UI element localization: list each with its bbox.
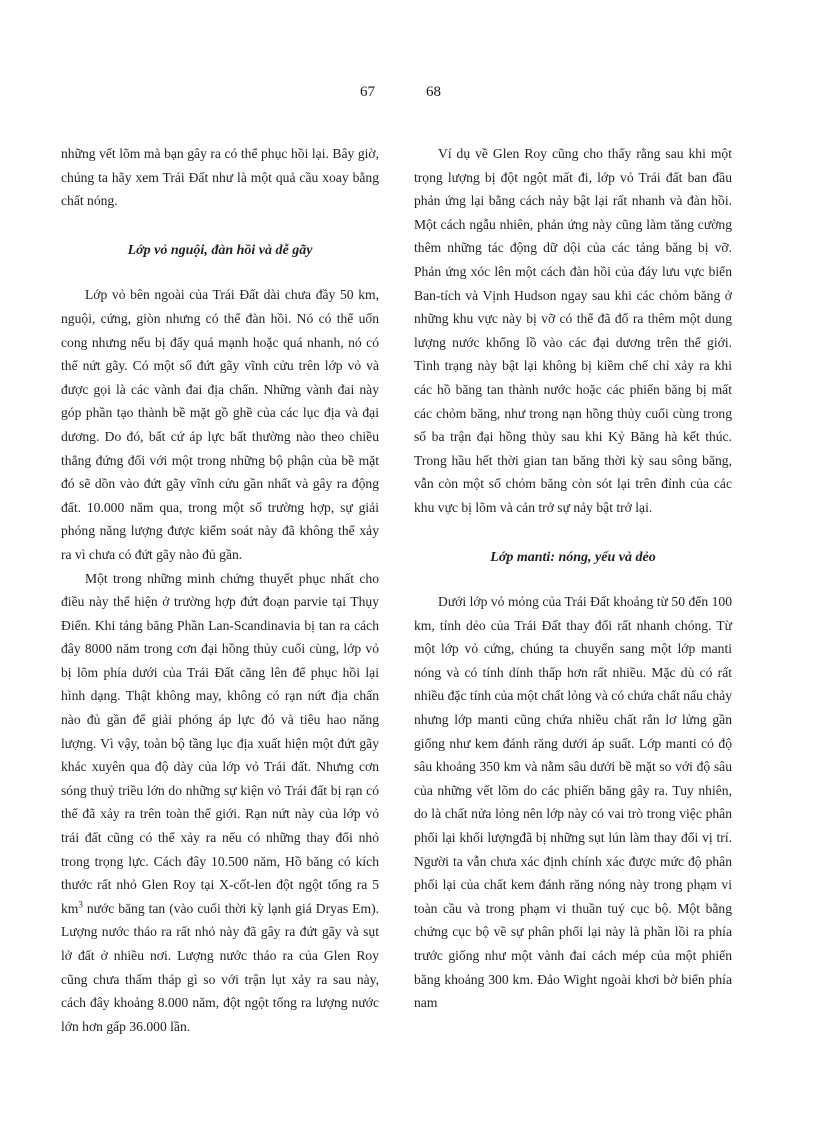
paragraph-sweden-text-a: Một trong những minh chứng thuyết phục nhất cho điều này thể hiện ở trường hợp đứt đoạn parvie tại Thụy Điển. Khi tảng băng Phần Lan-Scandinavia bị tan ra cách đây 8000 năm trong cơn đại hồng thủy cuối cùng, lớp vỏ bị lõm phía dưới của Trái Đất căng lên để phục hồi lại hình dạng. Thật không may, không có rạn nứt địa chấn nào đủ gần để giải phóng áp lực đó và tiêu hao năng lượng. Vì vậy, toàn bộ tầng lục địa xuất hiện một đứt gãy khác xuyên qua độ dày của lớp vỏ Trái đất. Nhưng cơn sóng thuỷ triều lớn do những sự kiện vỏ Trái đất bị rạn có thể đã xảy ra trên toàn thế giới. Rạn nứt này của lớp vỏ trái đất cũng có thể xảy ra nếu có những thay đổi nhỏ trong trọng lực. Cách đây 10.500 năm, Hồ băng có kích thước rất nhỏ Glen Roy tại X-cốt-len đột ngột tống ra 5 km — [61, 570, 379, 916]
section-heading-mantle: Lớp manti: nóng, yếu và dẻo — [490, 549, 656, 565]
page-number-left: 67 — [360, 84, 375, 100]
section-heading-crust: Lớp vỏ nguội, đàn hồi và dễ gãy — [127, 242, 313, 258]
superscript-cubed: 3 — [78, 899, 83, 910]
intro-paragraph: những vết lõm mà bạn gây ra có thể phục hồi lại. Bây giờ, chúng ta hãy xem Trái Đất như là một quả cầu xoay bằng chất nóng. — [61, 146, 379, 209]
right-column — [414, 142, 732, 1015]
paragraph-mantle-description: Dưới lớp vỏ mỏng của Trái Đất khoảng từ 50 đến 100 km, tính dẻo của Trái Đất thay đổi rất nhanh chóng. Từ một lớp vỏ cứng, chúng ta chuyển sang một lớp manti nóng và có tính dính thấp hơn rất nhiều. Mặc dù có rất nhiều đặc tính của một chất lỏng và có chứa chất nấu chảy nhưng lớp manti cũng chứa nhiều chất rắn lơ lửng gần giống như kem đánh răng dưới áp suất. Lớp manti có độ sâu khoảng 350 km và nằm sâu dưới bề mặt so với độ sâu của những vết lõm do các phiến băng gây ra. Tuy nhiên, do là chất nửa lỏng nên lớp này có vai trò trong việc phân phối lại khối lượngđã bị những sụt lún làm thay đổi vị trí. Người ta vẫn chưa xác định chính xác được mức độ phân phối lại của chất kem đánh răng nóng này trong phạm vi toàn cầu và trong phạm vi thuần tuý cục bộ. Một bằng chứng cục bộ về sự phân phối lại này là phần lồi ra phía trước giống như một vành đai cách mép của một phiến băng khoảng 300 km. Đảo Wight ngoài khơi bờ biển phía nam — [414, 594, 732, 1011]
paragraph-crust-description: Lớp vỏ bên ngoài của Trái Đất dài chưa đầy 50 km, nguội, cứng, giòn nhưng có thể đàn hồi. Nó có thể uốn cong nhưng nếu bị đẩy quá mạnh hoặc quá nhanh, nó có thể nứt gãy. Có một số đứt gãy vĩnh cửu trên lớp vỏ và được gọi là các vành đai địa chấn. Những vành đai này góp phần tạo thành bề mặt gồ ghề của các lục địa và đại dương. Do đó, bất cứ áp lực bất thường nào theo chiều thẳng đứng đối với một trong những bộ phận của bề mặt đó sẽ dồn vào đứt gãy vĩnh cửu gần nhất và gây ra động đất. 10.000 năm qua, trong một số trường hợp, sự giải phóng năng lượng được kiểm soát này đã không thể xảy ra vì chưa có đứt gãy nào đủ gần. — [61, 287, 379, 562]
paragraph-sweden-text-b: nước băng tan (vào cuối thời kỳ lạnh giá Dryas Em). Lượng nước tháo ra rất nhỏ này đã gây ra đứt gãy và sụt lở đất ở nhiều nơi. Lượng nước tháo ra của Glen Roy cũng chưa thấm tháp gì so với trận lụt xảy ra sau này, cách đây khoảng 8.000 năm, đột ngột tống ra lượng nước lớn hơn gấp 36.000 lần. — [61, 900, 379, 1034]
left-column — [61, 142, 379, 1038]
paragraph-sweden-example — [61, 567, 379, 1039]
paragraph-glen-roy: Ví dụ về Glen Roy cũng cho thấy rằng sau khi một trọng lượng bị đột ngột mất đi, lớp vỏ Trái đất ban đầu phản ứng lại bằng cách nảy bật lại rất nhanh và đàn hồi. Một cách ngẫu nhiên, phản ứng này cũng làm tăng cường thêm những tác động dữ dội của các tảng băng bị vỡ. Phản ứng xóc lên một cách đàn hồi của đáy lưu vực biển Ban-tích và Vịnh Hudson ngay sau khi các chỏm băng ở những khu vực này bị vỡ có thể đã đổ ra thêm một dung lượng nước khổng lồ vào các đại dương trên thế giới. Tình trạng này bật lại không bị kiềm chế chỉ xảy ra khi các hồ băng tan thành nước hoặc các phiến băng bị mất các chỏm băng, như trong nạn hồng thủy cuối cùng trong số ba trận đại hồng thủy sau khi Kỷ Băng hà kết thúc. Trong hầu hết thời gian tan băng thời kỳ sau sông băng, vẫn còn một số chỏm băng còn sót lại trên đỉnh của các khu vực bị lõm và cản trở sự nảy bật trở lại. — [414, 146, 732, 515]
page-number-right: 68 — [426, 84, 441, 100]
